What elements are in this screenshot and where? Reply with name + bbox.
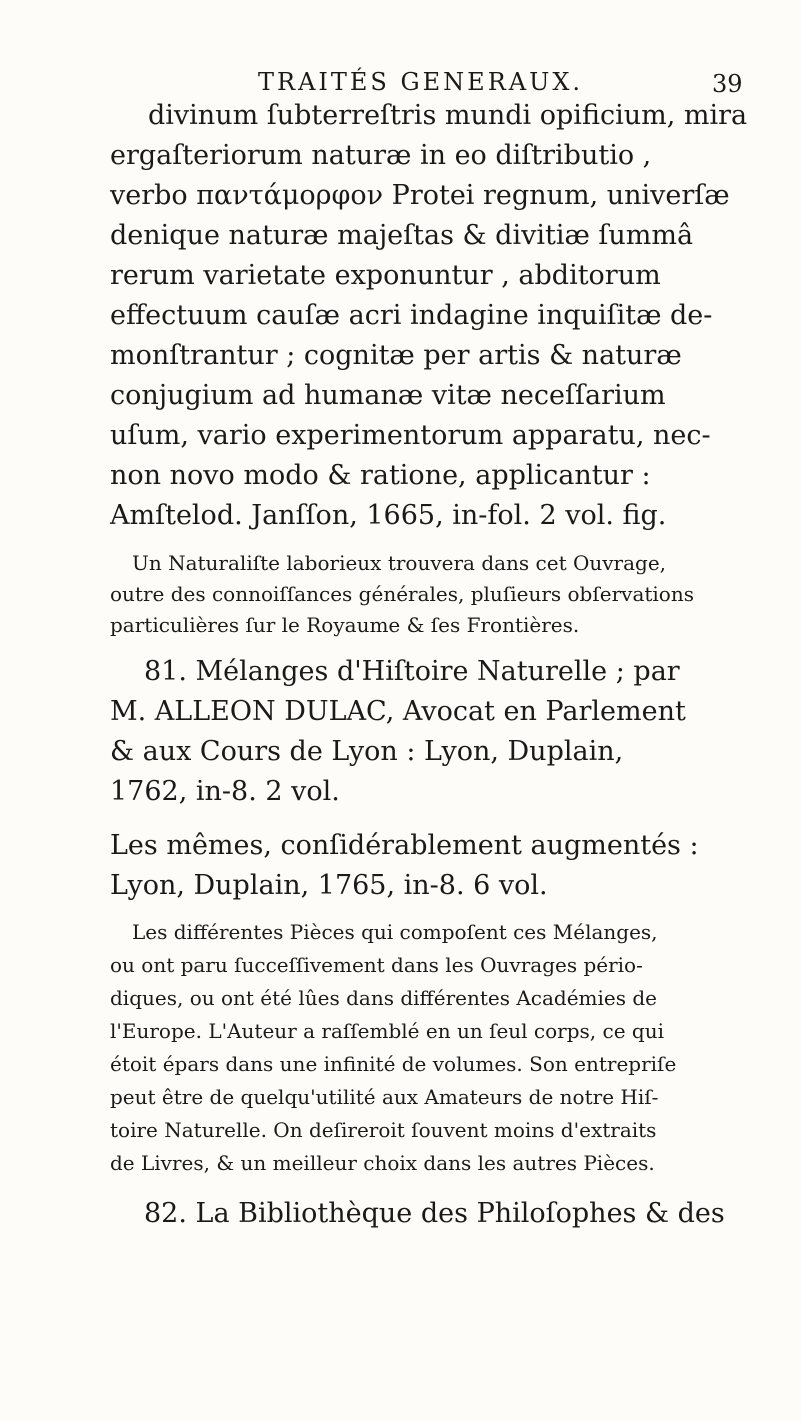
note-line: Un Naturaliſte laborieux trouvera dans cet Ouvrage, xyxy=(132,551,667,575)
text-line: ergaſteriorum naturæ in eo diſtributio , xyxy=(110,140,652,171)
running-header: TRAITÉS GENERAUX. xyxy=(258,68,584,96)
note-line: l'Europe. L'Auteur a raſſemblé en un ſeul corps, ce qui xyxy=(110,1019,664,1043)
entry-line: 81. Mélanges d'Hiſtoire Naturelle ; par xyxy=(144,656,680,687)
note-line: diques, ou ont été lûes dans différentes Académies de xyxy=(110,986,658,1010)
text-line: effectuum cauſæ acri indagine inquiſitæ de- xyxy=(110,300,713,331)
entry-line: 82. La Bibliothèque des Philoſophes & des xyxy=(144,1198,725,1229)
note-line: peut être de quelqu'utilité aux Amateurs de notre Hiſ- xyxy=(110,1085,659,1109)
entry-line: & aux Cours de Lyon : Lyon, Duplain, xyxy=(110,736,624,767)
text-line: monſtrantur ; cognitæ per artis & naturæ xyxy=(110,340,682,371)
note-line: étoit épars dans une infinité de volumes. Son entrepriſe xyxy=(110,1052,677,1076)
text-line: uſum, vario experimentorum apparatu, nec- xyxy=(110,420,711,451)
note-line: particulières ſur le Royaume & ſes Frontières. xyxy=(110,613,580,637)
entry-line: 1762, in-8. 2 vol. xyxy=(110,776,340,807)
note-line: de Livres, & un meilleur choix dans les autres Pièces. xyxy=(110,1151,655,1175)
note-line: outre des connoiſſances générales, pluſieurs obſervations xyxy=(110,582,694,606)
text-line: divinum ſubterreſtris mundi opificium, mira xyxy=(148,100,748,131)
note-line: Les différentes Pièces qui compoſent ces Mélanges, xyxy=(132,920,658,944)
note-line: ou ont paru ſucceſſivement dans les Ouvrages pério- xyxy=(110,953,643,977)
text-line: conjugium ad humanæ vitæ neceſſarium xyxy=(110,380,666,411)
text-line: verbo παντάμορφον Protei regnum, univerſæ xyxy=(110,180,730,211)
page-number: 39 xyxy=(712,70,743,98)
text-line: Amſtelod. Janſſon, 1665, in-fol. 2 vol. fig. xyxy=(110,500,667,531)
text-line: rerum varietate exponuntur , abditorum xyxy=(110,260,661,291)
entry-line: Lyon, Duplain, 1765, in-8. 6 vol. xyxy=(110,870,548,901)
entry-line: Les mêmes, conſidérablement augmentés : xyxy=(110,830,699,861)
note-line: toire Naturelle. On deſireroit ſouvent moins d'extraits xyxy=(110,1118,657,1142)
entry-line: M. ALLEON DULAC, Avocat en Parlement xyxy=(110,696,686,727)
text-line: denique naturæ majeſtas & divitiæ ſummâ xyxy=(110,220,694,251)
text-line: non novo modo & ratione, applicantur : xyxy=(110,460,651,491)
